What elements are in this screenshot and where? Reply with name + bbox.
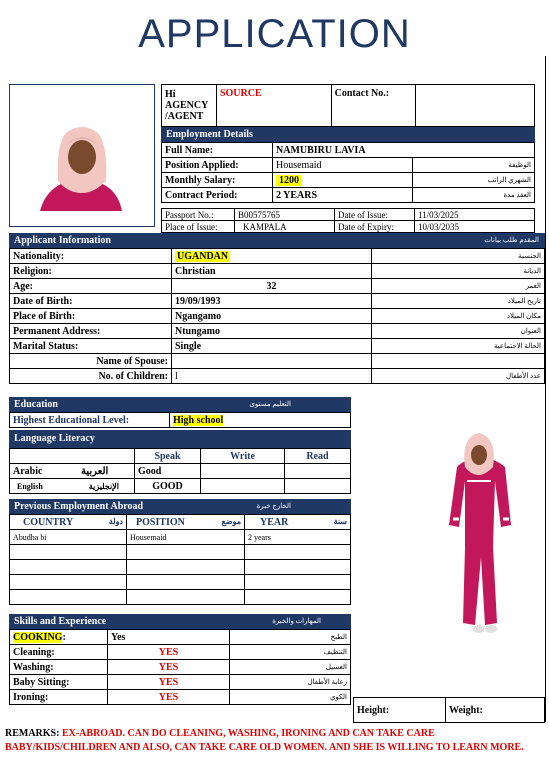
contract-label: Contract Period: (162, 188, 273, 203)
salary-value: 1200 (276, 175, 302, 186)
previous-table (9, 514, 351, 605)
education-level-cell (170, 413, 351, 428)
full-name-value: NAMUBIRU LAVIA (273, 143, 535, 158)
english-write (201, 479, 285, 494)
prev-year-4 (245, 590, 351, 605)
agency-label-line1: Hi (165, 89, 176, 100)
remarks-label: REMARKS: (5, 728, 60, 739)
english-speak: GOOD (135, 479, 201, 494)
skills-table (9, 629, 351, 705)
read-header: Read (285, 449, 351, 464)
remarks-text: EX-ABROAD. CAN DO CLEANING, WASHING, IRONING AND CAN TAKE CARE BABY/KIDS/CHILDREN AND ALSO, CAN TAKE CARE OLD WOMEN. AND SHE IS WILLING TO LEARN MORE. (5, 728, 524, 753)
contact-label: Contact No.: (331, 85, 415, 127)
country-header-text: COUNTRY (23, 516, 74, 528)
dob-label: Date of Birth: (10, 294, 172, 309)
cleaning-arabic: التنظيف (230, 645, 351, 660)
prev-position-1 (127, 545, 245, 560)
religion-arabic: الديانة (372, 264, 545, 279)
height-label: Height: (354, 698, 446, 723)
prev-position-2 (127, 560, 245, 575)
previous-header (9, 499, 351, 514)
pob-arabic: مكان الميلاد (372, 309, 545, 324)
babysitting-arabic: رعاية الأطفال (230, 675, 351, 690)
washing-arabic: الغسيل (230, 660, 351, 675)
cleaning-value: YES (108, 645, 230, 660)
children-label: No. of Children: (10, 369, 172, 384)
expiry-date-value: 10/03/2035 (415, 221, 535, 233)
portrait-photo (9, 84, 155, 227)
ironing-value: YES (108, 690, 230, 705)
agency-label-line3: /AGENT (165, 111, 204, 122)
prev-country-3 (10, 575, 127, 590)
employment-header (161, 127, 535, 142)
language-arabic-native: العربية (80, 465, 109, 477)
spouse-label: Name of Spouse: (10, 354, 172, 369)
language-header-text: Language Literacy (14, 433, 95, 444)
full-body-photo (353, 397, 545, 697)
prev-country-0: Abudha bi (10, 530, 127, 545)
place-of-issue-value: KAMPALA (235, 221, 335, 233)
language-corner (10, 449, 135, 464)
cooking-label-suffix: : (62, 631, 66, 643)
skills-header-text: Skills and Experience (14, 616, 107, 627)
age-arabic: العمر (372, 279, 545, 294)
age-value: 32 (172, 279, 372, 294)
washing-value: YES (108, 660, 230, 675)
agency-table (161, 84, 535, 127)
applicant-table (9, 248, 545, 384)
position-label: Position Applied: (162, 158, 273, 173)
education-table (9, 412, 351, 428)
position-header (127, 515, 245, 530)
language-english-name: English (17, 481, 43, 491)
language-arabic-name: Arabic (13, 465, 43, 477)
full-name-label: Full Name: (162, 143, 273, 158)
cleaning-label: Cleaning: (10, 645, 108, 660)
language-english-label (10, 479, 135, 494)
cooking-label (10, 630, 108, 645)
education-level-label: Highest Educational Level: (10, 413, 170, 428)
position-arabic: الوظيفة (413, 158, 535, 173)
page-title: APPLICATION (138, 12, 411, 56)
address-value: Ntungamo (172, 324, 372, 339)
contract-arabic: العقد مدة (413, 188, 535, 203)
country-header (10, 515, 127, 530)
place-of-issue-label: Place of Issue: (162, 221, 235, 233)
measurements-table (353, 697, 545, 723)
passport-no-value: B00575765 (235, 209, 335, 221)
prev-position-4 (127, 590, 245, 605)
prev-country-2 (10, 560, 127, 575)
ironing-arabic: الكوي (230, 690, 351, 705)
salary-cell (273, 173, 413, 188)
contract-value: 2 YEARS (273, 188, 413, 203)
applicant-header-arabic: المقدم طلب بيانات (484, 236, 539, 244)
age-label: Age: (10, 279, 172, 294)
education-header-arabic: التعليم مستوى (249, 400, 291, 408)
agency-label (162, 85, 217, 127)
education-header (9, 397, 351, 412)
year-header-arabic: سنة (333, 516, 347, 526)
religion-value: Christian (172, 264, 372, 279)
religion-label: Religion: (10, 264, 172, 279)
previous-header-text: Previous Employment Abroad (14, 501, 144, 512)
babysitting-label: Baby Sitting: (10, 675, 108, 690)
arabic-read (285, 464, 351, 479)
language-arabic-label (10, 464, 135, 479)
ironing-label: Ironing: (10, 690, 108, 705)
language-table (9, 448, 351, 494)
passport-table (161, 208, 535, 233)
pob-label: Place of Birth: (10, 309, 172, 324)
salary-label: Monthly Salary: (162, 173, 273, 188)
prev-year-0: 2 years (245, 530, 351, 545)
address-label: Permanent Address: (10, 324, 172, 339)
education-header-text: Education (14, 399, 58, 410)
marital-value: Single (172, 339, 372, 354)
speak-header: Speak (135, 449, 201, 464)
marital-label: Marital Status: (10, 339, 172, 354)
prev-year-3 (245, 575, 351, 590)
source-field: SOURCE (216, 85, 331, 127)
issue-date-value: 11/03/2025 (415, 209, 535, 221)
skills-header-arabic: المهارات والخبرة (272, 617, 321, 625)
nationality-arabic: الجنسية (372, 249, 545, 264)
babysitting-value: YES (108, 675, 230, 690)
country-header-arabic: دولة (108, 516, 123, 526)
nationality-cell (172, 249, 372, 264)
passport-no-label: Passport No.: (162, 209, 235, 221)
prev-country-1 (10, 545, 127, 560)
arabic-write (201, 464, 285, 479)
write-header: Write (201, 449, 285, 464)
position-header-text: POSITION (136, 516, 185, 528)
year-header (245, 515, 351, 530)
contact-value (415, 85, 534, 127)
arabic-speak: Good (135, 464, 201, 479)
applicant-header-text: Applicant Information (14, 235, 111, 246)
previous-header-arabic: الخارج خبرة (256, 502, 291, 510)
prev-position-3 (127, 575, 245, 590)
language-header (9, 430, 351, 448)
prev-year-2 (245, 560, 351, 575)
marital-arabic: الحالة الاجتماعية (372, 339, 545, 354)
education-level-value: High school (173, 414, 224, 426)
children-arabic: عدد الأطفال (372, 369, 545, 384)
nationality-value: UGANDAN (177, 250, 229, 262)
portrait-illustration (10, 85, 154, 226)
prev-country-4 (10, 590, 127, 605)
salary-arabic: الشهري الراتب (413, 173, 535, 188)
position-header-arabic: موضع (221, 516, 241, 526)
skills-header (9, 614, 351, 629)
applicant-header (9, 233, 545, 248)
prev-year-1 (245, 545, 351, 560)
right-border (545, 56, 546, 722)
address-arabic: العنوان (372, 324, 545, 339)
cooking-label-text: COOKING (13, 631, 63, 643)
agency-label-line2: AGENCY (165, 100, 209, 111)
expiry-date-label: Date of Expiry: (335, 221, 415, 233)
remarks (5, 727, 545, 755)
washing-label: Washing: (10, 660, 108, 675)
dob-value: 19/09/1993 (172, 294, 372, 309)
pob-value: Ngangamo (172, 309, 372, 324)
prev-position-0: Housemaid (127, 530, 245, 545)
issue-date-label: Date of Issue: (335, 209, 415, 221)
position-value: Housemaid (273, 158, 413, 173)
spouse-value (172, 354, 372, 369)
year-header-text: YEAR (260, 516, 289, 528)
full-body-illustration (353, 397, 545, 697)
weight-label: Weight: (446, 698, 545, 723)
dob-arabic: تاريخ الميلاد (372, 294, 545, 309)
employment-table (161, 142, 535, 203)
children-value: l (172, 369, 372, 384)
nationality-label: Nationality: (10, 249, 172, 264)
english-read (285, 479, 351, 494)
employment-header-text: Employment Details (166, 129, 253, 140)
cooking-arabic: الطبخ (230, 630, 351, 645)
spouse-arabic (372, 354, 545, 369)
cooking-value: Yes (108, 630, 230, 645)
language-english-native: الإنجليزية (88, 481, 119, 491)
